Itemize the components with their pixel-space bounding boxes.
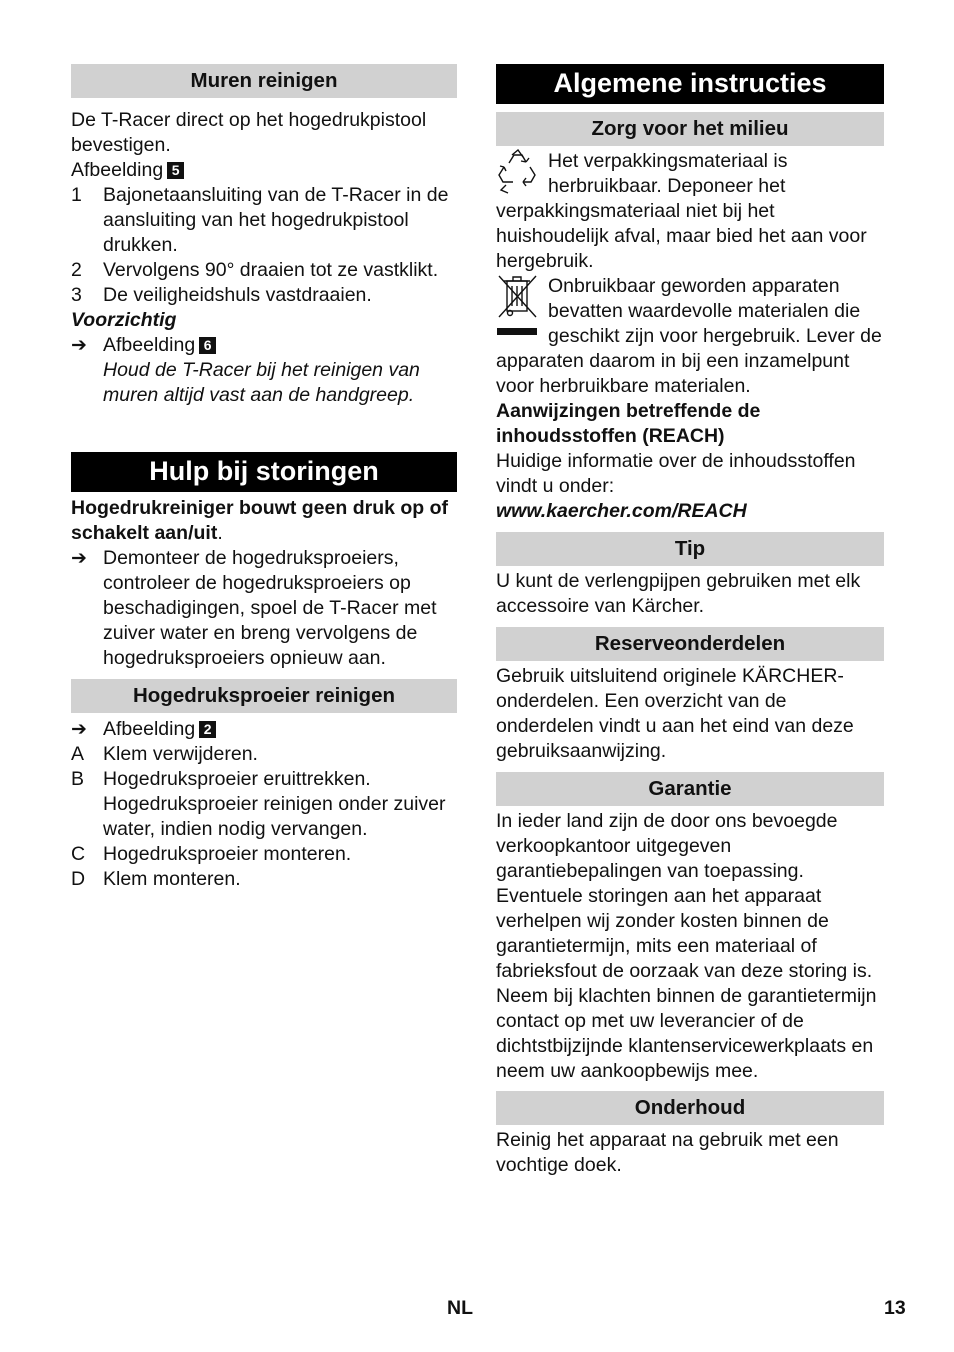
step-marker: 1 [71, 184, 82, 206]
section-heading-garantie: Garantie [496, 772, 884, 806]
figure-label: Afbeelding [103, 718, 196, 740]
weee-paragraph [496, 274, 884, 399]
step-marker: 3 [71, 284, 82, 306]
step-marker: A [71, 743, 85, 765]
garantie-text: In ieder land zijn de door ons bevoegde verkoopkantoor uitgegeven garantiebepalingen van toepassing. Eventuele storingen aan het apparaat verhelpen wij zonder kosten binnen de garantietermijn, mits een materiaal of fabrieksfout de oorzaak van deze storing is. Neem bij klachten binnen de garantietermijn contact op met uw leverancier of de dichtstbijzijnde klantenservicewerkplaats en neem uw aankoopbewijs mee. [496, 810, 877, 1082]
list-item [71, 183, 457, 258]
solution-item [71, 546, 457, 671]
recycle-text: Het verpakkingsmateriaal is herbruikbaar. Deponeer het verpakkingsmateriaal niet bij het huishoudelijk afval, maar bied het aan voor hergebruik. [496, 150, 867, 272]
footer-language: NL [447, 1297, 473, 1319]
arrow-icon: ➔ [71, 548, 87, 569]
step-text: Hogedruksproeier monteren. [103, 843, 352, 865]
step-text: Hogedruksproeier eruittrekken. Hogedruksproeier reinigen onder zuiver water, indien nodig vervangen. [103, 768, 446, 840]
arrow-icon: ➔ [71, 719, 87, 740]
list-item [71, 258, 457, 283]
muren-intro: De T-Racer direct op het hogedrukpistool bevestigen. [71, 109, 427, 156]
list-item [71, 283, 457, 308]
list-item [71, 842, 457, 867]
sproeier-steps [71, 742, 457, 892]
figure-number-badge: 6 [199, 337, 216, 354]
figure-number-badge: 2 [199, 721, 216, 738]
solution-text: Demonteer de hogedruksproeiers, controleer de hogedruksproeiers op beschadigingen, spoel de T-Racer met zuiver water en breng vervolgens de hogedruksproeiers opnieuw aan. [103, 547, 437, 669]
section-heading-tip: Tip [496, 532, 884, 566]
problem-text: Hogedrukreiniger bouwt geen druk op of schakelt aan/uit. [71, 497, 449, 544]
step-marker: 2 [71, 259, 82, 281]
reach-link[interactable]: www.kaercher.com/REACH [496, 500, 747, 522]
onderhoud-text: Reinig het apparaat na gebruik met een vochtige doek. [496, 1129, 839, 1176]
recycle-icon [496, 149, 540, 195]
list-item [71, 867, 457, 892]
step-marker: B [71, 768, 85, 790]
arrow-icon: ➔ [71, 335, 87, 356]
section-heading-algemene-instructies: Algemene instructies [496, 64, 884, 104]
section-heading-reserveonderdelen: Reserveonderdelen [496, 627, 884, 661]
weee-text: Onbruikbaar geworden apparaten bevatten waardevolle materialen die geschikt zijn voor hergebruik. Lever de apparaten daarom in bij een inzamelpunt voor herbruikbare materialen. [496, 275, 882, 397]
step-text: Vervolgens 90° draaien tot ze vastklikt. [103, 259, 439, 281]
list-item [71, 742, 457, 767]
reach-text: Huidige informatie over de inhoudsstoffen vindt u onder: [496, 450, 856, 497]
caution-figure-label: Afbeelding [103, 334, 196, 356]
muren-steps [71, 183, 457, 308]
sproeier-figure-ref [71, 717, 457, 742]
right-column [496, 64, 884, 1178]
caution-text: Houd de T-Racer bij het reinigen van muren altijd vast aan de handgreep. [103, 359, 420, 406]
list-item [71, 767, 457, 842]
figure-label: Afbeelding [71, 159, 164, 181]
step-text: Bajonetaansluiting van de T-Racer in de aansluiting van het hogedrukpistool drukken. [103, 184, 449, 256]
reserve-text: Gebruik uitsluitend originele KÄRCHER-onderdelen. Een overzicht van de onderdelen vindt u aan het eind van deze gebruiksaanwijzing. [496, 665, 854, 762]
section-heading-zorg-voor-het-milieu: Zorg voor het milieu [496, 112, 884, 146]
left-column [71, 64, 457, 892]
step-marker: D [71, 868, 86, 890]
step-text: De veiligheidshuls vastdraaien. [103, 284, 372, 306]
section-heading-onderhoud: Onderhoud [496, 1091, 884, 1125]
caution-title: Voorzichtig [71, 309, 177, 331]
crossed-bin-icon [496, 274, 540, 344]
caution-item [71, 333, 457, 408]
reach-title: Aanwijzingen betreffende de inhoudsstoffen (REACH) [496, 400, 761, 447]
step-text: Klem verwijderen. [103, 743, 258, 765]
figure-number-badge: 5 [167, 162, 184, 179]
recycle-paragraph [496, 149, 884, 274]
section-heading-muren-reinigen: Muren reinigen [71, 64, 457, 98]
muren-figure-ref [71, 158, 457, 183]
section-heading-hulp-bij-storingen: Hulp bij storingen [71, 452, 457, 492]
tip-text: U kunt de verlengpijpen gebruiken met elk accessoire van Kärcher. [496, 570, 861, 617]
section-heading-hogedruksproeier-reinigen: Hogedruksproeier reinigen [71, 679, 457, 713]
page-number: 13 [884, 1297, 906, 1319]
step-marker: C [71, 843, 86, 865]
step-text: Klem monteren. [103, 868, 241, 890]
